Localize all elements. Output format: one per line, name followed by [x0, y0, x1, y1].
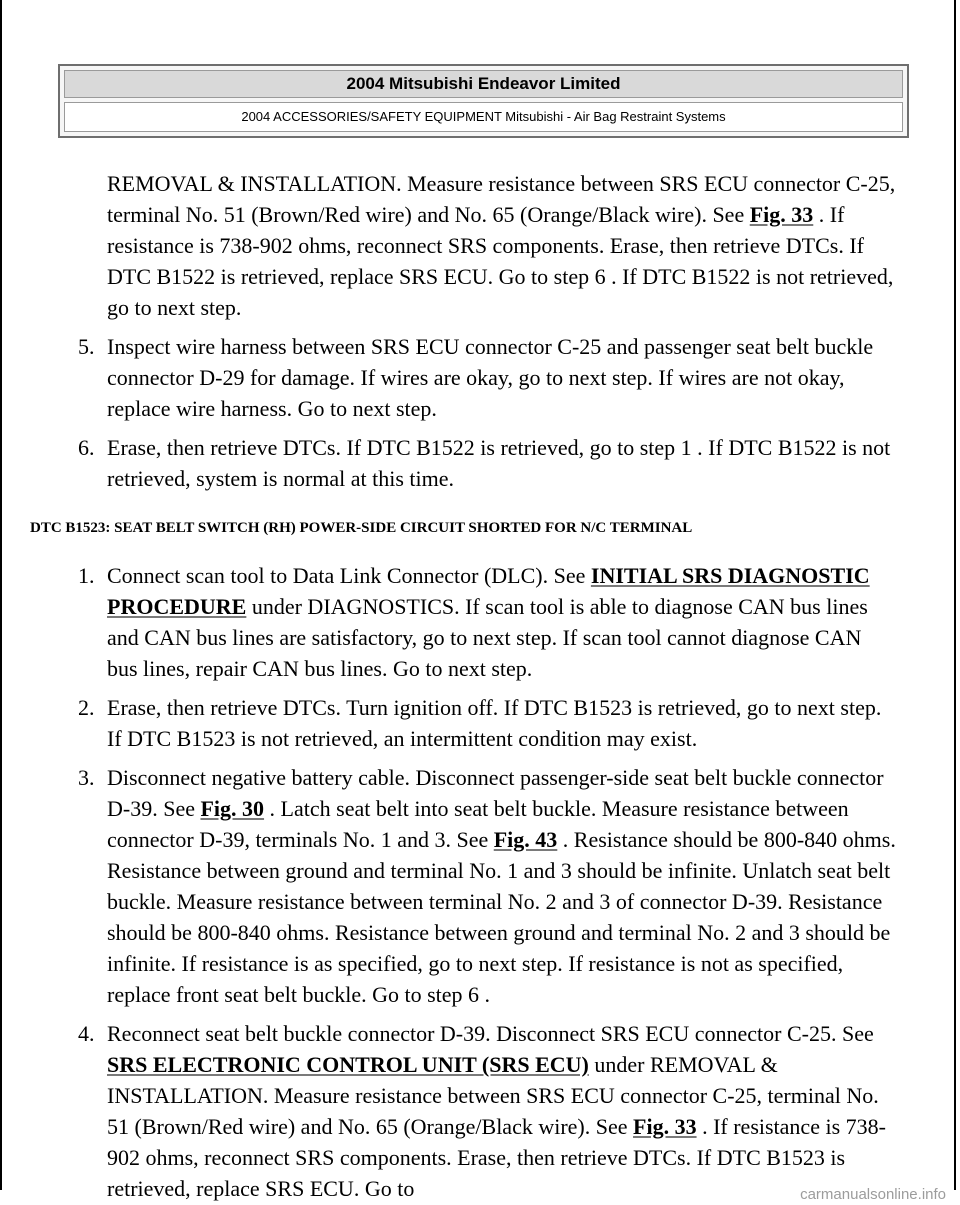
step-number: 3.: [78, 765, 95, 790]
initial-srs-diagnostic-procedure-link[interactable]: INITIAL SRS DIAGNOSTIC PROCEDURE: [107, 563, 870, 619]
fig-33-link[interactable]: Fig. 33: [749, 202, 814, 227]
text-run: Connect scan tool to Data Link Connector (DLC). See: [107, 563, 591, 588]
step-text: Erase, then retrieve DTCs. Turn ignition off. If DTC B1523 is retrieved, go to next step. If DTC B1523 is not retrieved, an intermittent condition may exist.: [107, 695, 882, 751]
continued-paragraph: [107, 168, 907, 323]
step-text: Erase, then retrieve DTCs. If DTC B1522 is retrieved, go to step 1 . If DTC B1522 is not retrieved, system is normal at this time.: [107, 435, 891, 491]
list-item: [0, 560, 897, 684]
watermark: carmanualsonline.info: [800, 1186, 946, 1203]
step-number: 4.: [78, 1021, 95, 1046]
list-item: [0, 331, 897, 424]
text-run: . If resistance is 738-902 ohms, reconnect SRS components. Erase, then retrieve DTCs. If DTC B1523 is retrieved, replace SRS ECU. Go to: [107, 1114, 886, 1201]
list-item: [0, 432, 897, 494]
text-run: . Resistance should be 800-840 ohms. Resistance between ground and terminal No. 1 and 3 should be infinite. Unlatch seat belt buckle. Measure resistance between terminal No. 2 and 3 of connector D-39. Resistance should be 800-840 ohms. Resistance between ground and terminal No. 2 and 3 should be infinite. If resistance is as specified, go to next step. If resistance is not as specified, replace front seat belt buckle. Go to step 6 .: [107, 827, 896, 1007]
fig-43-link[interactable]: Fig. 43: [493, 827, 558, 852]
text-run: Disconnect negative battery cable. Disconnect passenger-side seat belt buckle connector D-39. See: [107, 765, 884, 821]
page-content: [0, 168, 960, 1204]
step-number: 6.: [78, 435, 95, 460]
document-subtitle: 2004 ACCESSORIES/SAFETY EQUIPMENT Mitsubishi - Air Bag Restraint Systems: [64, 102, 903, 132]
list-item: [0, 692, 897, 754]
step-number: 2.: [78, 695, 95, 720]
fig-33-link[interactable]: Fig. 33: [633, 1114, 697, 1139]
text-run: Reconnect seat belt buckle connector D-39. Disconnect SRS ECU connector C-25. See: [107, 1021, 874, 1046]
text-run: under REMOVAL & INSTALLATION. Measure resistance between SRS ECU connector C-25, terminal No. 51 (Brown/Red wire) and No. 65 (Orange/Black wire). See: [107, 1052, 879, 1139]
step-list-b1523: [0, 560, 960, 1204]
text-run: . Latch seat belt into seat belt buckle. Measure resistance between connector D-39, terminals No. 1 and 3. See: [107, 796, 849, 852]
fig-30-link[interactable]: Fig. 30: [200, 796, 265, 821]
step-number: 1.: [78, 563, 95, 588]
text-run: under DIAGNOSTICS. If scan tool is able to diagnose CAN bus lines and CAN bus lines are satisfactory, go to next step. If scan tool cannot diagnose CAN bus lines, repair CAN bus lines. Go to next step.: [107, 594, 868, 681]
step-number: 5.: [78, 334, 95, 359]
srs-ecu-link[interactable]: SRS ELECTRONIC CONTROL UNIT (SRS ECU): [107, 1052, 589, 1077]
step-text: Inspect wire harness between SRS ECU connector C-25 and passenger seat belt buckle connector D-29 for damage. If wires are okay, go to next step. If wires are not okay, replace wire harness. Go to next step.: [107, 334, 874, 421]
document-header: [58, 64, 909, 138]
section-heading: DTC B1523: SEAT BELT SWITCH (RH) POWER-SIDE CIRCUIT SHORTED FOR N/C TERMINAL: [30, 520, 693, 536]
text-run: . If resistance is 738-902 ohms, reconnect SRS components. Erase, then retrieve DTCs. If DTC B1522 is retrieved, replace SRS ECU. Go to step 6 . If DTC B1522 is not retrieved, go to next step.: [107, 202, 894, 320]
step-list-b1522: [0, 331, 960, 494]
list-item: [0, 1018, 897, 1204]
text-run: REMOVAL & INSTALLATION. Measure resistance between SRS ECU connector C-25, terminal No. 51 (Brown/Red wire) and No. 65 (Orange/Black wire). See: [107, 171, 896, 227]
document-title: 2004 Mitsubishi Endeavor Limited: [64, 70, 903, 98]
list-item: [0, 762, 897, 1010]
